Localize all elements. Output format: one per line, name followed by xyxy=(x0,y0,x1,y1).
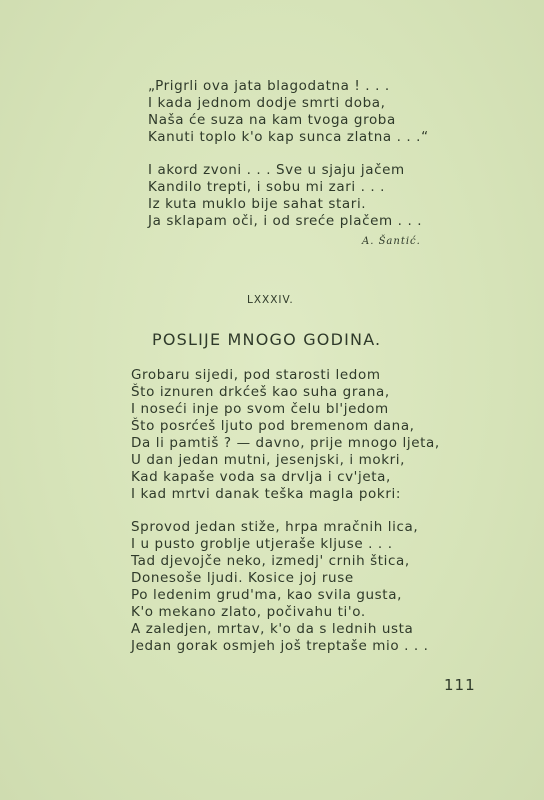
poem-line: I kada jednom dodje smrti doba, xyxy=(148,95,386,111)
poem-number: LXXXIV. xyxy=(247,294,294,306)
poem-line: I noseći inje po svom čelu bl'jedom xyxy=(131,401,389,417)
poem-title: POSLIJE MNOGO GODINA. xyxy=(152,330,382,349)
poem-line: Jedan gorak osmjeh još treptaše mio . . . xyxy=(131,638,429,654)
poem-line: Tad djevojče neko, izmedj' crnih štica, xyxy=(131,553,410,569)
poem-line: Po ledenim grud'ma, kao svila gusta, xyxy=(131,587,402,603)
poem-line: Grobaru sijedi, pod starosti ledom xyxy=(131,367,381,383)
poem-line: Naša će suza na kam tvoga groba xyxy=(148,112,396,128)
poem-line: Sprovod jedan stiže, hrpa mračnih lica, xyxy=(131,519,419,535)
poem-line: Iz kuta muklo bije sahat stari. xyxy=(148,196,367,212)
poem-line: Kandilo trepti, i sobu mi zari . . . xyxy=(148,179,386,195)
poem-line: Kanuti toplo k'o kap sunca zlatna . . .“ xyxy=(148,129,429,145)
poem-line: K'o mekano zlato, počivahu ti'o. xyxy=(131,604,366,620)
poem-line: Da li pamtiš ? — davno, prije mnogo ljeta, xyxy=(131,435,440,451)
poem-line: Što iznuren drkćeš kao suha grana, xyxy=(131,384,390,400)
poem-line: Donesoše ljudi. Kosice joj ruse xyxy=(131,570,354,586)
poem-line: I u pusto groblje utjeraše kljuse . . . xyxy=(131,536,393,552)
poem-line: U dan jedan mutni, jesenjski, i mokri, xyxy=(131,452,406,468)
poem-line: „Prigrli ova jata blagodatna ! . . . xyxy=(148,78,390,94)
page-number: 111 xyxy=(444,676,476,694)
author-signature: A. Šantić. xyxy=(362,236,421,247)
poem-line: Kad kapaše voda sa drvlja i cv'jeta, xyxy=(131,469,391,485)
poem-line: I kad mrtvi danak teška magla pokri: xyxy=(131,486,401,502)
poem-line: Što posrćeš ljuto pod bremenom dana, xyxy=(131,418,415,434)
poem-line: I akord zvoni . . . Sve u sjaju jačem xyxy=(148,162,405,178)
poem-line: Ja sklapam oči, i od sreće plačem . . . xyxy=(148,213,423,229)
poem-line: A zaledjen, mrtav, k'o da s lednih usta xyxy=(131,621,414,637)
